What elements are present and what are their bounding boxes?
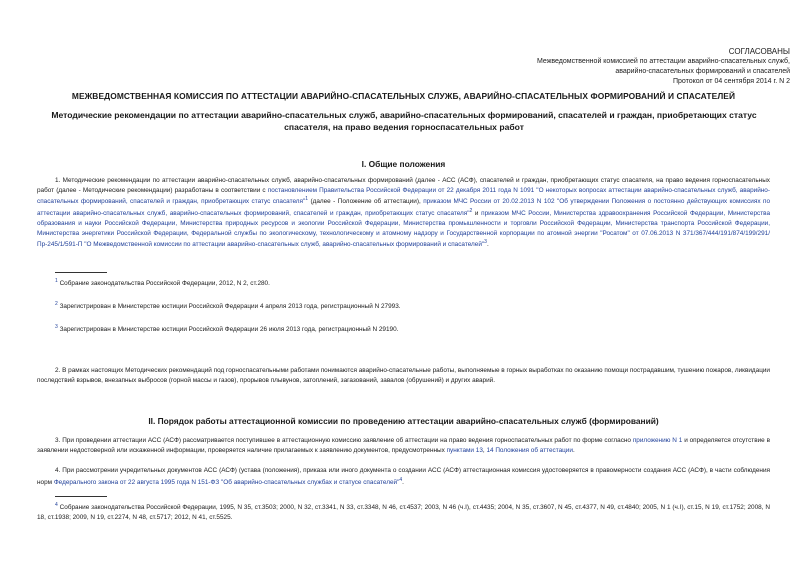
p1-link-order-371[interactable]: приказом МЧС России, Министерства здравоохранения Российской Федерации, Министерства образования и науки Российской Федерации, Министерства природных ресурсов и экологии Российской Федерации, Министерства промышленности и торговли Российской Федерации, Министерства транспорта Российской Федерации, Министерства энергетики Российской Федерации, Федеральной службы по экологическому, технологическому и атомному надзору и Государственной корпорации по атомной энергии "Росатом" от 07.06.2013 N 371/367/444/191/874/199/291/Пр-245/1/591-П "О Межведомственной комиссии по аттестации аварийно-спасательных служб, аварийно-спасательных формирований и спасателей" (37, 210, 771, 249)
footnote-3-text: Зарегистрирован в Министерстве юстиции Российской Федерации 26 июля 2013 года, регистрационный N 29190. (59, 326, 399, 334)
footnote-divider (55, 272, 107, 273)
p3-text-a: 3. При проведении аттестации АСС (АСФ) рассматривается поступившее в аттестационную комиссию заявление об аттестации на право ведения горноспасательных работ по форме согласно (55, 437, 633, 444)
footnote-1-text: Собрание законодательства Российской Федерации, 2012, N 2, ст.280. (59, 280, 270, 288)
p4-text-b: . (402, 478, 404, 486)
document-title (34, 109, 774, 133)
p1-text-d: . (486, 241, 489, 249)
p4-text-a: 4. При рассмотрении учредительных документов АСС (АСФ) (устава (положения), приказа или иного документа о создании АСС (АСФ) аттестационная комиссия удостоверяется в правомерности создания АСС (АСФ), в части соблюдения норм (37, 467, 770, 486)
document-title-line-2: спасателя, на право ведения горноспасательных работ (284, 122, 524, 132)
section-2-title: II. Порядок работы аттестационной комиссии по проведению аттестации аварийно-спасательных служб (формирований) (148, 416, 659, 426)
footnote-4-text: Собрание законодательства Российской Федерации, 1995, N 35, ст.3503; 2000, N 32, ст.3341, N 33, ст.3348, N 46, ст.4537; 2003, N 46 (ч.I), ст.4435; 2004, N 35, ст.3607, N 45, ст.4377, N 49, ст.4840; 2005, N 1 (ч.I), ст.15, N 19, ст.1752; 2008, N 18, ст.1938; 2009, N 19, ст.2274, N 48, ст.5717; 2012, N 41, ст.5525. (37, 504, 770, 521)
paragraph-4 (37, 466, 770, 488)
footnote-2-text: Зарегистрирован в Министерстве юстиции Российской Федерации 4 апреля 2013 года, регистрационный N 27993. (59, 303, 401, 311)
approval-line-3: Протокол от 04 сентября 2014 г. N 2 (672, 78, 790, 85)
p1-link-order-102[interactable]: приказом МЧС России от 20.02.2013 N 102 "Об утверждении Положения о постоянно действующих комиссиях по аттестации аварийно-спасательных служб, аварийно-спасательных формирований, спасателей и граждан, приобретающих статус спасателя" (37, 198, 771, 218)
p3-link-item-13[interactable]: пунктами 13 (446, 446, 483, 454)
footnote-mark-4[interactable]: 4 (399, 476, 403, 483)
paragraph-3 (37, 436, 770, 455)
approval-block (537, 47, 790, 87)
footnote-1-mark: 1 (55, 278, 58, 284)
paragraph-2 (37, 366, 770, 385)
footnote-3 (55, 323, 398, 335)
p2-text: 2. В рамках настоящих Методических рекомендаций под горноспасательными работами понимаются аварийно-спасательные работы, выполняемые в горных выработках по оказанию помощи пострадавшим, тушению пожаров, ликвидации последствий взрывов, внезапных выбросов (горной массы и газов), прорывов плывунов, затоплений, загазований, завалов (обрушений) и других аварий. (37, 367, 770, 384)
approval-line-2: аварийно-спасательных формирований и спасателей (615, 68, 790, 75)
section-1-title: I. Общие положения (361, 159, 446, 169)
footnote-2-mark: 2 (55, 301, 58, 307)
p3-text-b: и определяется отсутствие в заявлении недостоверной или искаженной информации, проверяется наличие прилагаемых к заявлению документов, предусмотренных (37, 437, 770, 454)
approval-line-1: Межведомственной комиссией по аттестации аварийно-спасательных служб, (537, 58, 790, 65)
footnote-3-mark: 3 (55, 324, 58, 330)
footnote-4-mark: 4 (55, 502, 58, 508)
p1-text-b: (далее - Положение об аттестации), (308, 198, 424, 206)
p1-text-a: 1. Методические рекомендации по аттестации аварийно-спасательных служб, аварийно-спасательных формирований (далее - АСС (АСФ), спасателей и граждан, приобретающих статус спасателя, на право ведения горноспасательных работ (далее - Методические рекомендации) разработаны в соответствии с (37, 177, 770, 194)
p3-text-c: , (482, 446, 487, 454)
paragraph-1 (37, 176, 770, 250)
p1-link-resolution[interactable]: постановлением Правительства Российской Федерации от 22 декабря 2011 года N 1091 "О некоторых вопросах аттестации аварийно-спасательных служб, аварийно-спасательных формирований, спасателей и граждан, приобретающих статус спасателя" (37, 186, 770, 206)
footnote-mark-1[interactable]: 1 (305, 196, 309, 203)
p3-link-appendix-1[interactable]: приложению N 1 (632, 437, 683, 444)
p4-link-federal-law[interactable]: Федерального закона от 22 августа 1995 года N 151-ФЗ "Об аварийно-спасательных службах и статусе спасателей" (53, 478, 400, 486)
footnote-divider-2 (55, 496, 107, 497)
p1-text-c: и (472, 210, 482, 218)
footnote-2 (55, 300, 401, 312)
footnote-mark-2[interactable]: 2 (469, 208, 473, 215)
footnote-1 (55, 277, 270, 289)
commission-heading: МЕЖВЕДОМСТВЕННАЯ КОМИССИЯ ПО АТТЕСТАЦИИ АВАРИЙНО-СПАСАТЕЛЬНЫХ СЛУЖБ, АВАРИЙНО-СПАСАТЕЛЬНЫХ ФОРМИРОВАНИЙ И СПАСАТЕЛЕЙ (71, 91, 736, 101)
document-title-line-1: Методические рекомендации по аттестации аварийно-спасательных служб, аварийно-спасательных формирований, спасателей и граждан, приобретающих статус (51, 110, 757, 120)
footnote-4 (37, 501, 770, 523)
p3-link-item-14[interactable]: 14 Положения об аттестации (486, 446, 573, 454)
approval-title: СОГЛАСОВАНЫ (728, 47, 790, 56)
p3-text-d: . (572, 446, 575, 454)
footnote-mark-3[interactable]: 3 (484, 239, 487, 246)
